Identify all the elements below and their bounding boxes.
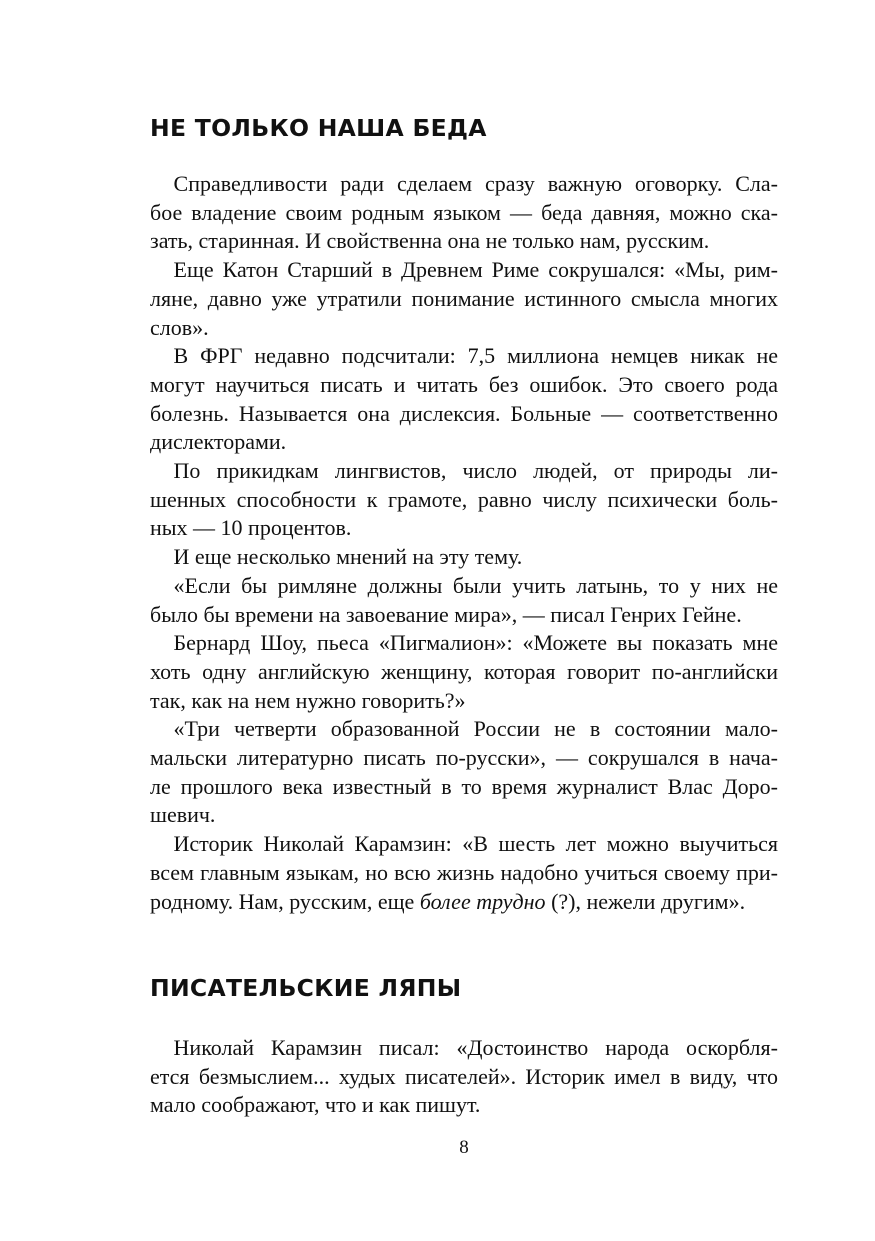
text-line: По прикидкам лингвистов, число людей, от природы ли- — [173, 458, 778, 484]
text-line: Историк Николай Карамзин: «В шесть лет можно выучиться — [173, 831, 778, 857]
section-1-body — [150, 170, 778, 916]
text-line: Николай Карамзин писал: «Достоинство народа оскорбля- — [173, 1035, 778, 1060]
text-line: болезнь. Называется она дислексия. Больные — соответственно — [150, 400, 778, 426]
text-line: было бы времени на завоевание мира», — писал Генрих Гейне. — [150, 601, 742, 627]
text-line: В ФРГ недавно подсчитали: 7,5 миллиона немцев никак не — [173, 343, 778, 369]
text-line: Бернард Шоу, пьеса «Пигмалион»: «Можете вы показать мне — [173, 630, 778, 656]
text-line: Еще Катон Старший в Древнем Риме сокрушался: «Мы, рим- — [173, 257, 778, 283]
text-line: И еще несколько мнений на эту тему. — [173, 544, 523, 570]
text-line: ется безмыслием... худых писателей». Историк имел в виду, что — [150, 1063, 778, 1089]
text-line: хоть одну английскую женщину, которая говорит по-английски — [150, 658, 778, 684]
text-line: зать, старинная. И свойственна она не только нам, русским. — [150, 228, 710, 254]
section-2-body — [150, 1034, 778, 1120]
text-line: мало соображают, что и как пишут. — [150, 1092, 481, 1118]
text-line: бое владение своим родным языком — беда давняя, можно ска- — [150, 199, 778, 225]
page-number: 8 — [459, 1137, 469, 1158]
text-run: (?), нежели другим». — [545, 888, 746, 914]
text-line: ных — 10 процентов. — [150, 515, 352, 541]
text-line: шевич. — [150, 802, 216, 828]
section-heading-2: ПИСАТЕЛЬСКИЕ ЛЯПЫ — [150, 974, 462, 1002]
text-line: могут научиться писать и читать без ошибок. Это своего рода — [150, 371, 778, 397]
text-line: дислекторами. — [150, 429, 287, 455]
text-line: всем главным языкам, но всю жизнь надобно учиться своему при- — [150, 859, 778, 885]
text-line: шенных способности к грамоте, равно числу психически боль- — [150, 486, 778, 512]
text-line: «Если бы римляне должны были учить латынь, то у них не — [173, 572, 778, 598]
text-line: ле прошлого века известный в то время журналист Влас Доро- — [150, 773, 778, 799]
text-line: «Три четверти образованной России не в состоянии мало- — [173, 716, 778, 742]
text-line: мальски литературно писать по-русски», — сокрушался в нача- — [150, 745, 778, 771]
text-run: родному. Нам, русским, еще — [150, 888, 420, 914]
text-line: слов». — [150, 314, 209, 340]
text-line — [150, 888, 778, 917]
section-heading-1: НЕ ТОЛЬКО НАША БЕДА — [150, 114, 487, 142]
text-line: так, как на нем нужно говорить?» — [150, 687, 466, 713]
italic-text-run: более трудно — [419, 888, 546, 914]
text-line: Справедливости ради сделаем сразу важную оговорку. Сла- — [173, 171, 778, 196]
text-line: ляне, давно уже утратили понимание истинного смысла многих — [150, 285, 778, 311]
